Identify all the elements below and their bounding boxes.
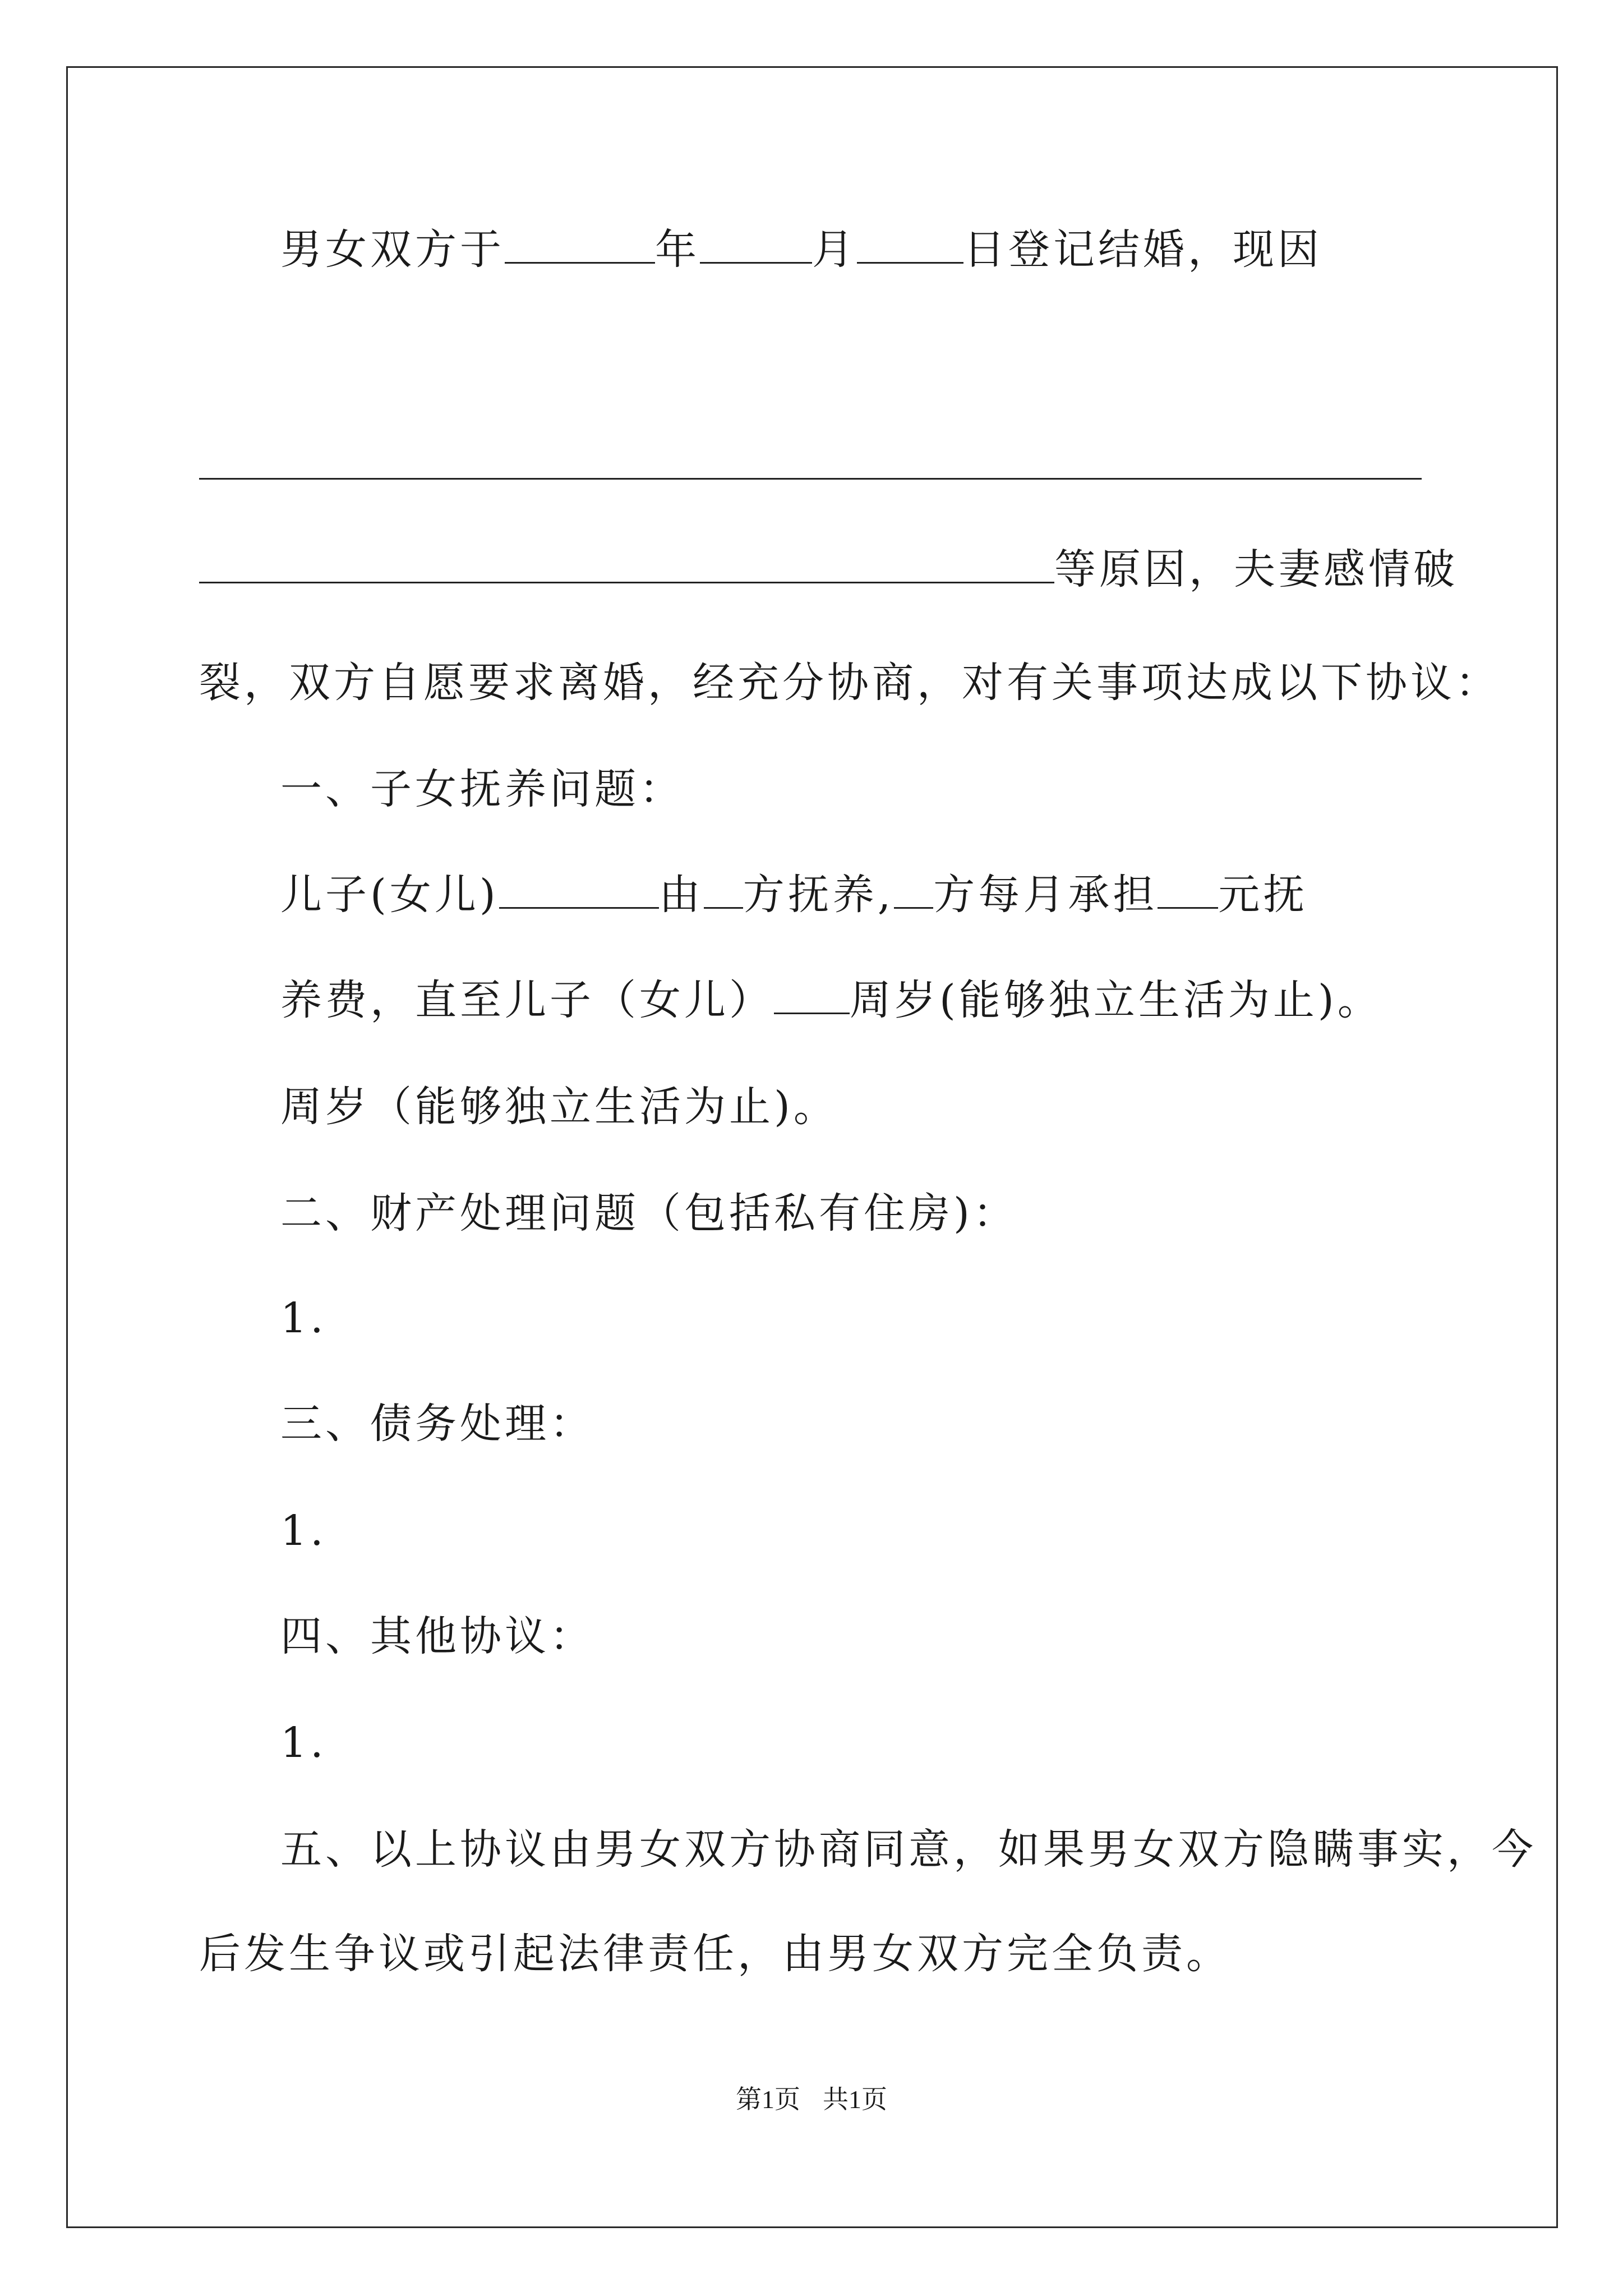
section-5-line-2: 后发生争议或引起法律责任，由男女双方完全负责。 [199, 1930, 1231, 1978]
marriage-date-line [280, 224, 1322, 275]
text-monthly: 方每月承担 [933, 871, 1158, 919]
year-blank[interactable] [505, 227, 655, 264]
payer-party-blank[interactable] [894, 872, 933, 909]
text-yuan: 元抚 [1218, 871, 1308, 919]
section-3-heading: 三、债务处理： [280, 1400, 594, 1448]
amount-blank[interactable] [1158, 872, 1218, 909]
section-4-item-1: 1. [280, 1719, 327, 1767]
child-support-line [280, 869, 1308, 920]
month-blank[interactable] [700, 227, 812, 264]
page-number: 第1页 [736, 2085, 800, 2114]
text-raise: 方抚养, [743, 871, 895, 919]
page-border [66, 66, 1558, 2228]
text-age-tail: 周岁(能够独立生活为止)。 [850, 976, 1382, 1024]
text-support-fee: 养费，直至儿子（女儿） [280, 976, 774, 1024]
section-3-item-1: 1. [280, 1507, 327, 1555]
text-parties: 男女双方于 [280, 226, 505, 274]
section-4-heading: 四、其他协议： [280, 1612, 594, 1660]
text-month: 月 [812, 226, 857, 274]
page-footer [0, 2079, 1623, 2116]
age-note: 周岁（能够独立生活为止)。 [280, 1083, 838, 1131]
section-2-heading: 二、财产处理问题（包括私有住房)： [280, 1189, 1018, 1237]
age-blank[interactable] [774, 978, 850, 1014]
page-total: 共1页 [823, 2085, 887, 2114]
reason-blank-line[interactable] [199, 478, 1422, 480]
reason-line [199, 544, 1458, 595]
text-registered: 日登记结婚，现因 [963, 226, 1322, 274]
child-name-blank[interactable] [499, 872, 659, 909]
day-blank[interactable] [857, 227, 963, 264]
section-2-item-1: 1. [280, 1294, 327, 1342]
text-by: 由 [658, 871, 704, 919]
reason-blank-2[interactable] [199, 547, 1054, 583]
text-child: 儿子(女儿) [280, 871, 499, 919]
support-until-line [280, 975, 1382, 1025]
agreement-intro: 裂，双方自愿要求离婚，经充分协商，对有关事项达成以下协议： [199, 659, 1500, 707]
section-5-line-1: 五、以上协议由男女双方协商同意，如果男女双方隐瞒事实，今 [280, 1825, 1537, 1874]
text-year: 年 [655, 226, 700, 274]
section-1-heading: 一、子女抚养问题： [280, 765, 684, 813]
custody-party-blank[interactable] [704, 872, 743, 909]
text-reason-tail: 等原因，夫妻感情破 [1054, 545, 1458, 593]
